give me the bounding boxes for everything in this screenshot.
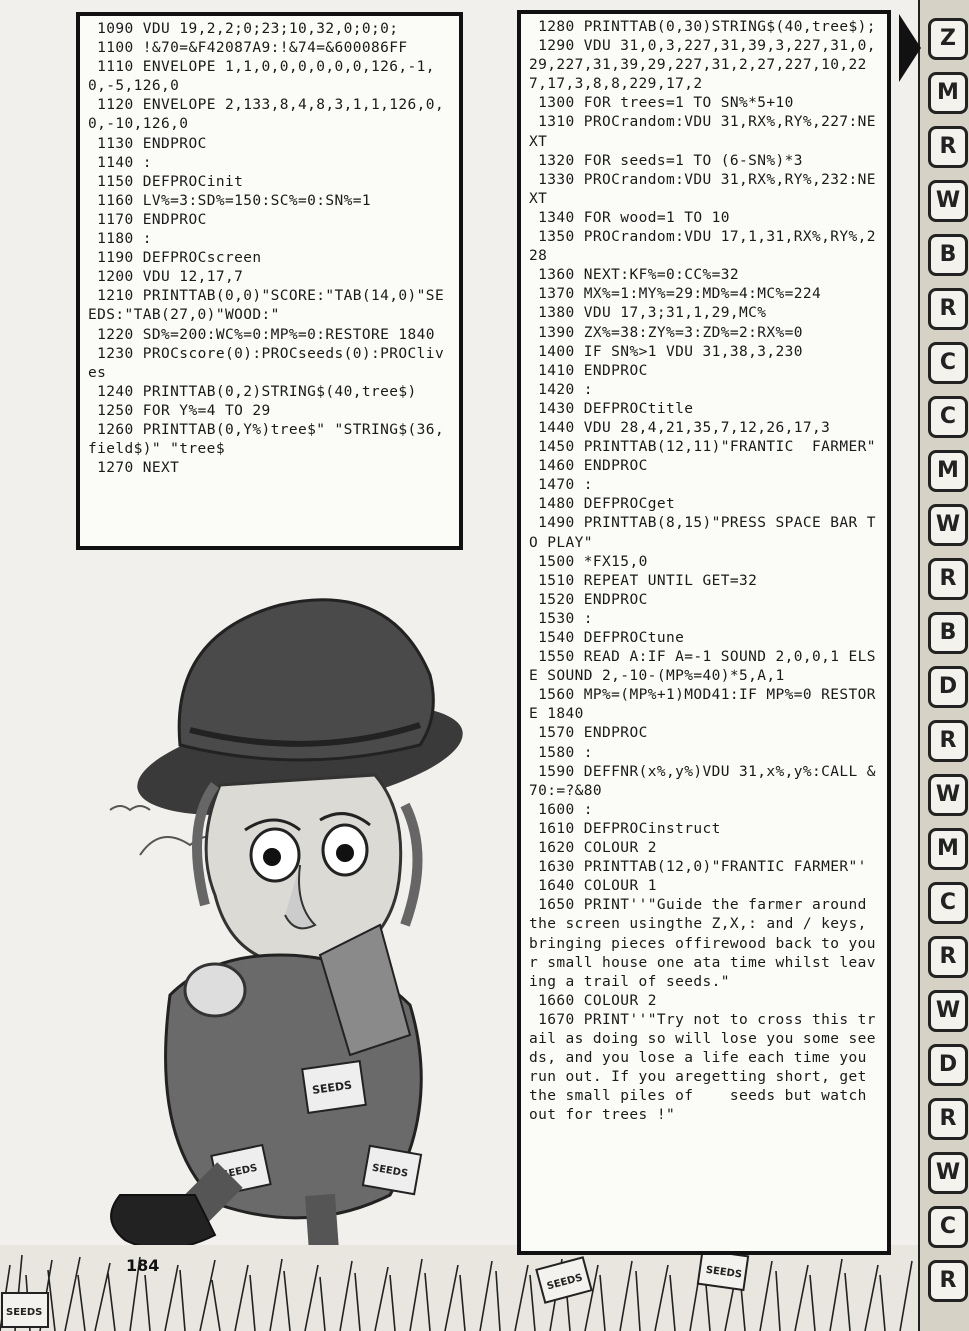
code-line: 1500 *FX15,0: [529, 553, 648, 570]
code-line: 1360 NEXT:KF%=0:CC%=32: [529, 267, 739, 284]
code-line: 1400 IF SN%>1 VDU 31,38,3,230: [529, 343, 803, 360]
code-line: 1490 PRINTTAB(8,15)"PRESS SPACE BAR TO PLAY": [529, 515, 876, 551]
code-line: 1390 ZX%=38:ZY%=3:ZD%=2:RX%=0: [529, 324, 803, 341]
farmer-illustration: [0, 555, 530, 1331]
side-tab-letter: R: [928, 126, 968, 168]
code-line: 1520 ENDPROC: [529, 591, 648, 608]
side-tab-letter: W: [928, 774, 968, 816]
side-tab-letter: R: [928, 558, 968, 600]
code-line: 1380 VDU 17,3;31,1,29,MC%: [529, 305, 767, 322]
code-line: 1320 FOR seeds=1 TO (6-SN%)*3: [529, 152, 803, 169]
code-line: 1630 PRINTTAB(12,0)"FRANTIC FARMER"': [529, 859, 867, 876]
code-line: 1470 :: [529, 477, 593, 494]
side-tab-letter: M: [928, 450, 968, 492]
code-line: 1190 DEFPROCscreen: [88, 250, 262, 267]
left-boot: [111, 1195, 215, 1249]
code-line: 1280 PRINTTAB(0,30)STRING$(40,tree$);: [529, 19, 876, 35]
code-line: 1170 ENDPROC: [88, 211, 207, 228]
code-line: 1480 DEFPROCget: [529, 496, 676, 513]
code-line: 1650 PRINT''"Guide the farmer around the screen usingthe Z,X,: and / keys, bringing pieces offirewood back to your small house one ata time whilst leaving a trail of seeds.": [529, 897, 876, 990]
side-tab-letter: C: [928, 1206, 968, 1248]
left-code-listing: [76, 12, 463, 550]
code-line: 1180 :: [88, 231, 152, 248]
seed-packet-label: SEEDS: [371, 1162, 409, 1180]
side-tab-letter: R: [928, 1260, 968, 1302]
code-line: 1330 PROCrandom:VDU 31,RX%,RY%,232:NEXT: [529, 171, 876, 207]
code-line: 1450 PRINTTAB(12,11)"FRANTIC FARMER": [529, 439, 876, 456]
code-line: 1620 COLOUR 2: [529, 840, 657, 857]
side-tab-letter: R: [928, 720, 968, 762]
seed-packet-label: SEEDS: [705, 1264, 743, 1281]
code-line: 1240 PRINTTAB(0,2)STRING$(40,tree$): [88, 383, 417, 400]
code-line: 1420 :: [529, 381, 593, 398]
side-tab-letter: W: [928, 990, 968, 1032]
side-tab-letter: R: [928, 1098, 968, 1140]
bird-sketch: [110, 806, 150, 810]
code-line: 1350 PROCrandom:VDU 17,1,31,RX%,RY%,228: [529, 229, 876, 265]
code-line: 1200 VDU 12,17,7: [88, 269, 244, 286]
page-number: 184: [126, 1256, 160, 1275]
side-tab-letter: M: [928, 828, 968, 870]
code-line: 1270 NEXT: [88, 460, 180, 477]
code-line: 1600 :: [529, 801, 593, 818]
code-line: 1120 ENVELOPE 2,133,8,4,8,3,1,1,126,0,0,-10,126,0: [88, 97, 445, 133]
code-line: 1550 READ A:IF A=-1 SOUND 2,0,0,1 ELSE SOUND 2,-10-(MP%=40)*5,A,1: [529, 649, 876, 685]
code-line: 1660 COLOUR 2: [529, 992, 657, 1009]
side-tab-letter: R: [928, 936, 968, 978]
code-line: 1300 FOR trees=1 TO SN%*5+10: [529, 95, 794, 112]
side-tab-letter: D: [928, 666, 968, 708]
side-tab-letter: D: [928, 1044, 968, 1086]
code-line: 1340 FOR wood=1 TO 10: [529, 209, 730, 226]
side-tab-letter: C: [928, 882, 968, 924]
code-line: 1580 :: [529, 744, 593, 761]
side-tab-letter: B: [928, 612, 968, 654]
code-line: 1440 VDU 28,4,21,35,7,12,26,17,3: [529, 419, 831, 436]
code-line: 1160 LV%=3:SD%=150:SC%=0:SN%=1: [88, 192, 372, 209]
code-line: 1370 MX%=1:MY%=29:MD%=4:MC%=224: [529, 286, 822, 303]
side-tab-letter: B: [928, 234, 968, 276]
code-line: 1100 !&70=&F42087A9:!&74=&600086FF: [88, 40, 408, 57]
code-line: 1210 PRINTTAB(0,0)"SCORE:"TAB(14,0)"SEEDS:"TAB(27,0)"WOOD:": [88, 288, 445, 324]
code-line: 1290 VDU 31,0,3,227,31,39,3,227,31,0,29,227,31,39,29,227,31,2,27,227,10,227,17,3,8,8,229,17,2: [529, 38, 876, 93]
side-tab-letter: W: [928, 504, 968, 546]
code-line: 1230 PROCscore(0):PROCseeds(0):PROClives: [88, 345, 445, 381]
seed-packet-label: SEEDS: [6, 1307, 43, 1318]
code-line: 1260 PRINTTAB(0,Y%)tree$" "STRING$(36,field$)" "tree$: [88, 421, 445, 458]
code-line: 1460 ENDPROC: [529, 458, 648, 475]
code-line: 1430 DEFPROCtitle: [529, 400, 694, 417]
code-line: 1220 SD%=200:WC%=0:MP%=0:RESTORE 1840: [88, 326, 435, 343]
seed-packet-label: SEEDS: [311, 1078, 353, 1097]
code-line: 1140 :: [88, 154, 152, 171]
code-line: 1530 :: [529, 610, 593, 627]
code-line: 1310 PROCrandom:VDU 31,RX%,RY%,227:NEXT: [529, 114, 876, 150]
code-line: 1540 DEFPROCtune: [529, 630, 685, 646]
code-line: 1560 MP%=(MP%+1)MOD41:IF MP%=0 RESTORE 1840: [529, 687, 876, 723]
side-tab-letter: Z: [928, 18, 968, 60]
code-line: 1640 COLOUR 1: [529, 878, 657, 895]
side-tab-letter: W: [928, 180, 968, 222]
side-tab-letter: C: [928, 396, 968, 438]
next-page-arrow-icon: [899, 14, 921, 82]
side-tab-letter: M: [928, 72, 968, 114]
code-line: 1130 ENDPROC: [88, 135, 207, 152]
right-code-listing: [517, 10, 891, 1255]
code-line: 1510 REPEAT UNTIL GET=32: [529, 572, 758, 589]
side-tab-letter: R: [928, 288, 968, 330]
side-tab-letter: W: [928, 1152, 968, 1194]
code-line: 1150 DEFPROCinit: [88, 173, 244, 190]
seed-packet-label: SEEDS: [545, 1272, 584, 1293]
code-line: 1590 DEFFNR(x%,y%)VDU 31,x%,y%:CALL &70:=?&80: [529, 763, 876, 799]
seed-packet-label: SEEDS: [220, 1162, 259, 1182]
side-tab-letter: C: [928, 342, 968, 384]
code-line: 1250 FOR Y%=4 TO 29: [88, 402, 271, 419]
code-line: 1090 VDU 19,2,2;0;23;10,32,0;0;0;: [88, 21, 399, 37]
farmer-hand: [185, 964, 245, 1016]
code-line: 1110 ENVELOPE 1,1,0,0,0,0,0,0,126,-1,0,-5,126,0: [88, 59, 435, 95]
code-line: 1610 DEFPROCinstruct: [529, 820, 721, 837]
code-line: 1670 PRINT''"Try not to cross this trail as doing so will lose you some seeds, and you lose a life each time you run out. If you aregetting short, get the small piles of seeds but watch out for trees !": [529, 1011, 876, 1124]
code-line: 1410 ENDPROC: [529, 362, 648, 379]
code-line: 1570 ENDPROC: [529, 725, 648, 742]
